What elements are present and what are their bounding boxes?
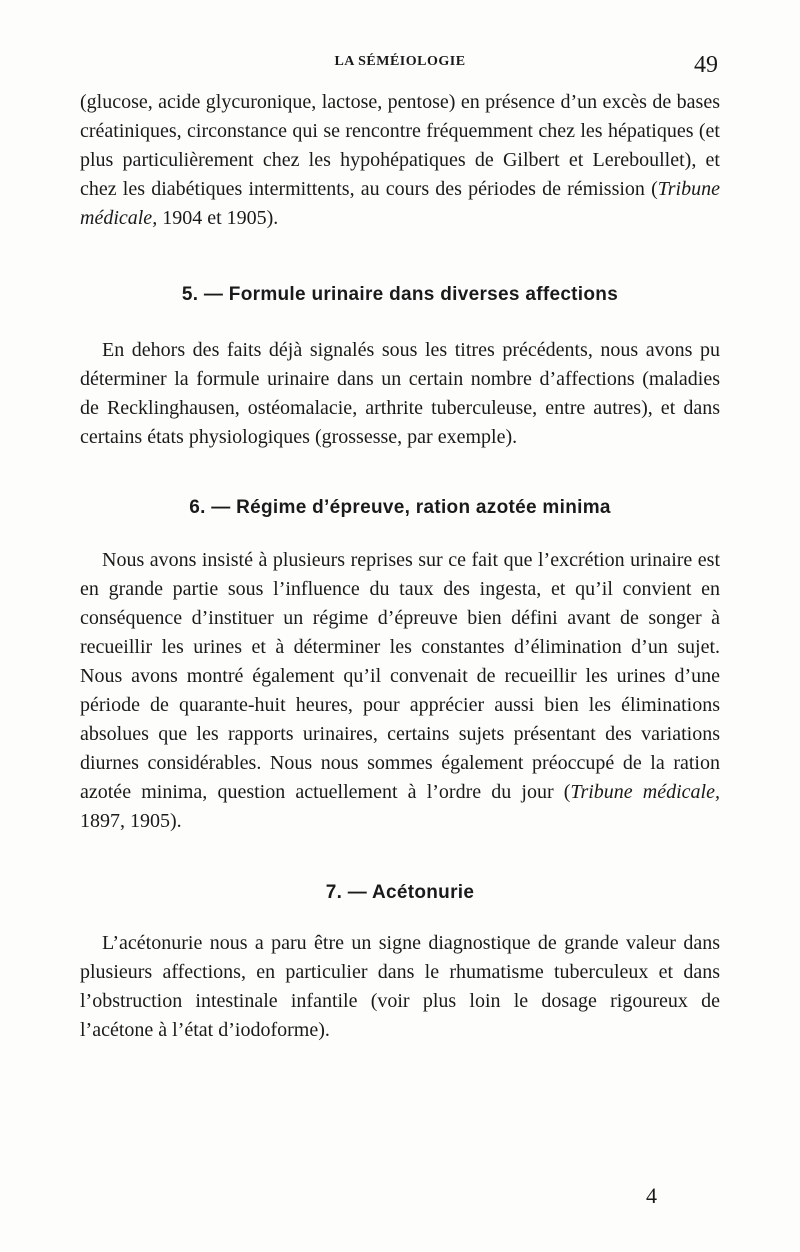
section-6-heading: 6. — Régime d’épreuve, ration azotée minima xyxy=(189,497,611,518)
section-7-heading: 7. — Acétonurie xyxy=(325,882,475,903)
signature-mark: 4 xyxy=(646,1183,657,1208)
section-5-paragraph: En dehors des faits déjà signalés sous les titres précédents, nous avons pu déterminer la formule urinaire dans un certain nombre d’affections (maladies de Recklinghausen, ostéomalacie, arthrite tuberculeuse, entre autres), et dans certains états physiologiques (grossesse, par exemple). xyxy=(80,339,720,448)
page-number: 49 xyxy=(694,52,718,78)
section-7-body xyxy=(80,929,720,1045)
section-6-citation: Tribune médicale, xyxy=(570,781,720,803)
section-5-heading: 5. — Formule urinaire dans diverses affections xyxy=(181,284,619,305)
running-head xyxy=(80,52,720,80)
section-6-citation-tail: 1897, 1905). xyxy=(80,810,182,832)
section-6-paragraph xyxy=(80,546,720,836)
intro-citation: Tribune médicale, xyxy=(80,178,720,229)
section-6-paragraph-text: Nous avons insisté à plusieurs reprises sur ce fait que l’excrétion urinaire est en grande partie sous l’influence du taux des ingesta, et qu’il convient en conséquence d’instituer un régime d’épreuve bien défini avant de songer à recueillir les urines et à déterminer les constantes d’élimination d’un sujet. Nous avons montré également qu’il convenait de recueillir les urines d’une période de quarante-huit heures, pour apprécier aussi bien les éliminations absolues que les rapports urinaires, certains sujets présentant des variations diurnes considérables. Nous nous sommes également préoccupé de la ration azotée minima, question actuellement à l’ordre du jour ( xyxy=(80,549,720,803)
intro-paragraph xyxy=(80,88,720,233)
intro-paragraph-text: (glucose, acide glycuronique, lactose, pentose) en présence d’un excès de bases créatiniques, circonstance qui se rencontre fréquemment chez les hépatiques (et plus particulièrement chez les hypohépatiques de Gilbert et Lereboullet), et chez les diabétiques intermittents, au cours des périodes de rémission ( xyxy=(80,91,720,200)
section-7-paragraph: L’acétonurie nous a paru être un signe diagnostique de grande valeur dans plusieurs affections, en particulier dans le rhumatisme tuberculeux et dans l’obstruction intestinale infantile (voir plus loin le dosage rigoureux de l’acétone à l’état d’iodoforme). xyxy=(80,932,720,1041)
section-5-body xyxy=(80,336,720,452)
section-6-body xyxy=(80,546,720,836)
intro-citation-tail: 1904 et 1905). xyxy=(157,207,279,229)
intro-paragraph-block xyxy=(80,88,720,233)
running-title: LA SÉMÉIOLOGIE xyxy=(334,54,466,69)
